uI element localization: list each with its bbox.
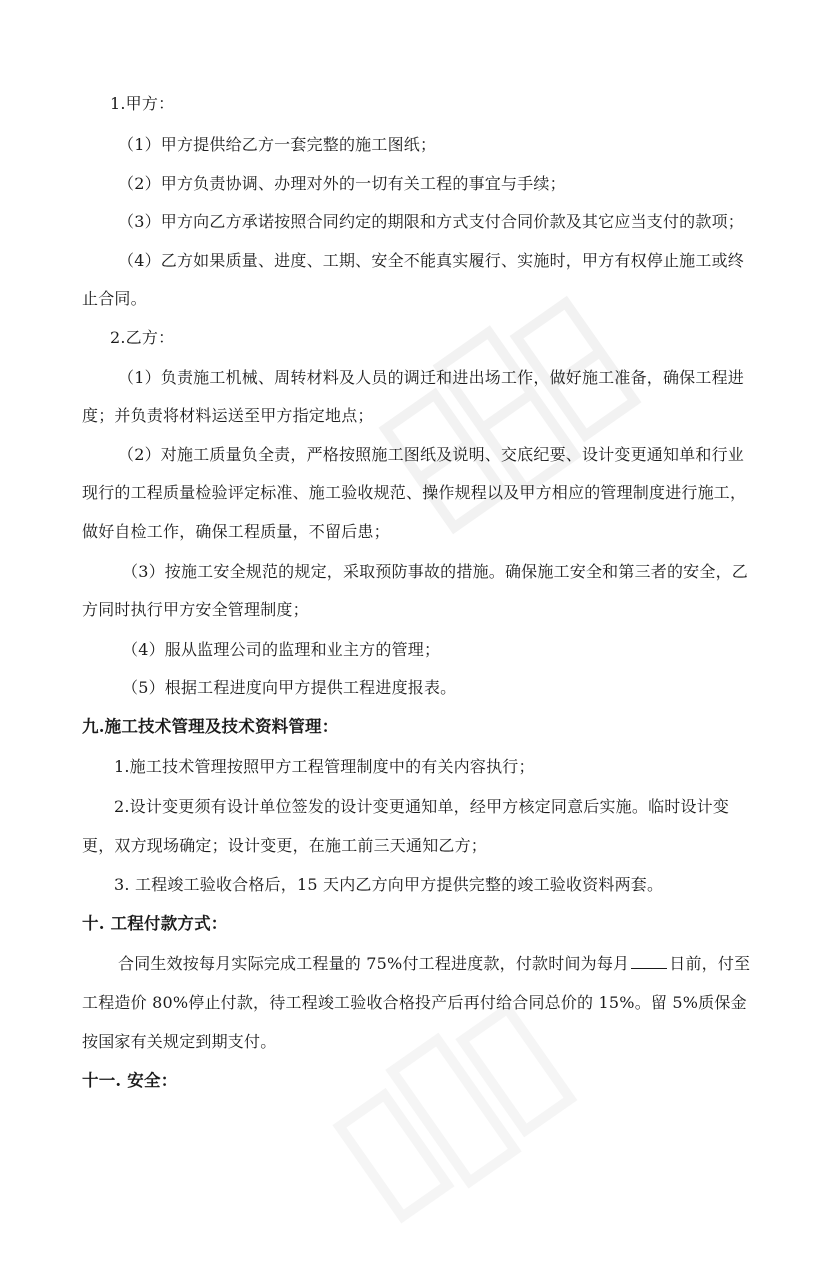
party-b-item-cont: 现行的工程质量检验评定标准、施工验收规范、操作规程以及甲方相应的管理制度进行施工， (82, 483, 747, 502)
payment-text: 合同生效按每月实际完成工程量的 75%付工程进度款，付款时间为每月 (118, 954, 630, 973)
party-b-item-cont: 度；并负责将材料运送至甲方指定地点； (82, 406, 374, 425)
party-b-item: （3）按施工安全规范的规定，采取预防事故的措施。确保施工安全和第三者的安全，乙 (122, 562, 748, 581)
party-b-item: （5）根据工程进度向甲方提供工程进度报表。 (122, 678, 457, 697)
party-b-item-cont: 做好自检工作，确保工程质量，不留后患； (82, 522, 390, 541)
party-a-item-cont: 止合同。 (82, 289, 147, 308)
party-b-item: （4）服从监理公司的监理和业主方的管理； (122, 640, 441, 659)
section-9-item: 2.设计变更须有设计单位签发的设计变更通知单，经甲方核定同意后实施。临时设计变 (114, 797, 730, 816)
date-blank (631, 954, 667, 969)
section-9-item: 3. 工程竣工验收合格后，15 天内乙方向甲方提供完整的竣工验收资料两套。 (114, 875, 664, 894)
payment-paragraph-line: 工程造价 80%停止付款，待工程竣工验收合格投产后再付给合同总价的 15%。留 5%质保金 (82, 993, 747, 1012)
party-a-title: 1.甲方： (110, 94, 175, 113)
section-9-item-cont: 更，双方现场确定；设计变更，在施工前三天通知乙方； (82, 836, 488, 855)
payment-text: 日前，付至 (669, 954, 751, 973)
party-a-item: （1）甲方提供给乙方一套完整的施工图纸； (118, 135, 437, 154)
section-10-heading: 十. 工程付款方式： (82, 914, 228, 933)
party-b-item-cont: 方同时执行甲方安全管理制度； (82, 600, 309, 619)
section-9-heading: 九.施工技术管理及技术资料管理： (82, 717, 339, 736)
party-a-item: （3）甲方向乙方承诺按照合同约定的期限和方式支付合同价款及其它应当支付的款项； (118, 212, 744, 231)
section-11-heading: 十一. 安全： (82, 1071, 178, 1090)
section-9-item: 1.施工技术管理按照甲方工程管理制度中的有关内容执行； (114, 757, 535, 776)
party-b-title: 2.乙方： (110, 328, 175, 347)
payment-paragraph-line (118, 954, 750, 974)
party-a-item: （2）甲方负责协调、办理对外的一切有关工程的事宜与手续； (118, 174, 566, 193)
party-a-item: （4）乙方如果质量、进度、工期、安全不能真实履行、实施时，甲方有权停止施工或终 (118, 251, 744, 270)
party-b-item: （1）负责施工机械、周转材料及人员的调迁和进出场工作，做好施工准备，确保工程进 (118, 368, 744, 387)
payment-paragraph-line: 按国家有关规定到期支付。 (82, 1032, 277, 1051)
party-b-item: （2）对施工质量负全责，严格按照施工图纸及说明、交底纪要、设计变更通知单和行业 (118, 445, 744, 464)
